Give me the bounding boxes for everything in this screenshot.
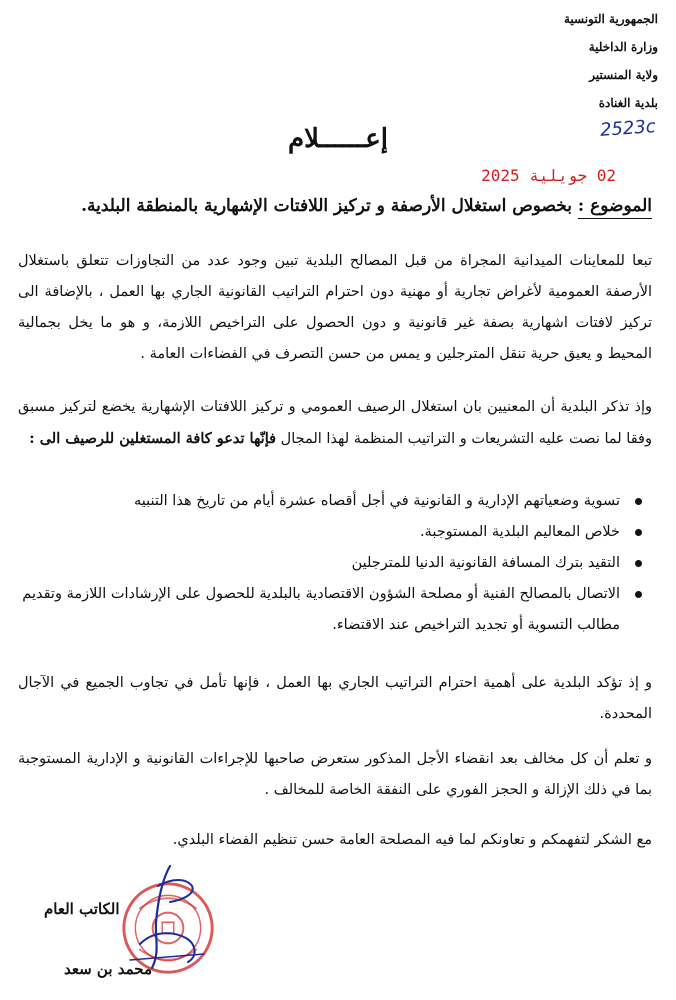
signatory-title: الكاتب العام [44, 900, 120, 918]
list-item [20, 548, 642, 579]
bullet-icon [635, 529, 642, 536]
list-item [20, 517, 642, 548]
list-item [20, 486, 642, 517]
subject-label: الموضوع : [578, 196, 652, 219]
closing-line: مع الشكر لتفهمكم و تعاونكم لما فيه المصلحة العامة حسن تنظيم الفضاء البلدي. [172, 832, 652, 848]
list-item [20, 579, 642, 641]
paragraph-penalties: و تعلم أن كل مخالف بعد انقضاء الأجل المذكور ستعرض صاحبها للإجراءات القانونية و الإدارية المستوجبة بما في ذلك الإزالة و الحجز الفوري على النفقة الخاصة للمخالف . [18, 751, 652, 798]
reference-number: 2523c [599, 116, 657, 141]
page-title: إعــــــلام [287, 124, 389, 154]
header-municipality: بلدية الغنادة [598, 96, 658, 110]
bullet-icon [635, 498, 642, 505]
header-republic: الجمهورية التونسية [563, 12, 658, 26]
subject-line [70, 196, 652, 216]
paragraph-reminder-lead: وإذ تذكر البلدية أن المعنيين بان استغلال الرصيف العمومي و تركيز اللافتات الإشهارية يخضع لتركيز مسبق وفقا لما نصت عليه التشريعات و التراتيب المنظمة لهذا المجال [18, 399, 652, 447]
date-stamp: 02 جويلية 2025 [481, 166, 616, 185]
paragraph-emphasis: و إذ تؤكد البلدية على أهمية احترام التراتيب الجاري بها العمل ، فإنها تأمل في تجاوب الجميع في الآجال المحددة. [18, 675, 652, 722]
requirements-list [20, 486, 642, 641]
subject-text: بخصوص استغلال الأرصفة و تركيز اللافتات الإشهارية بالمنطقة البلدية. [81, 196, 572, 216]
signatory-name: محمد بن سعد [64, 960, 152, 978]
list-item-text: التقيد بترك المسافة القانونية الدنيا للمترجلين [351, 555, 620, 571]
list-item-text: الاتصال بالمصالح الفنية أو مصلحة الشؤون الاقتصادية بالبلدية للحصول على الإرشادات اللازمة وتقديم مطالب التسوية أو تجديد التراخيص عند الاقتضاء. [22, 586, 620, 633]
bullet-icon [635, 591, 642, 598]
paragraph-reminder-call: فإنّها تدعو كافة المستغلين للرصيف الى : [29, 430, 277, 447]
bullet-icon [635, 560, 642, 567]
list-item-text: خلاص المعاليم البلدية المستوجبة. [419, 524, 620, 540]
paragraph-findings: تبعا للمعاينات الميدانية المجراة من قبل المصالح البلدية تبين وجود عدد من التجاوزات تتعلق باستغلال الأرصفة العمومية لأغراض تجارية أو مهنية دون احترام التراتيب القانونية الجاري بها العمل ، بالإضافة الى تركيز لافتات اشهارية بصفة غير قانونية و دون الحصول على التراخيص اللازمة، و هو ما يخل بجمالية المحيط و يعيق حرية تنقل المترجلين و يمس من حسن التصرف في الفضاءات العامة . [18, 253, 652, 362]
paragraph-reminder [18, 392, 652, 455]
header-governorate: ولاية المنستير [589, 68, 658, 82]
list-item-text: تسوية وضعياتهم الإدارية و القانونية في أجل أقصاه عشرة أيام من تاريخ هذا التنبيه [133, 493, 620, 509]
header-ministry: وزارة الداخلية [588, 40, 658, 54]
